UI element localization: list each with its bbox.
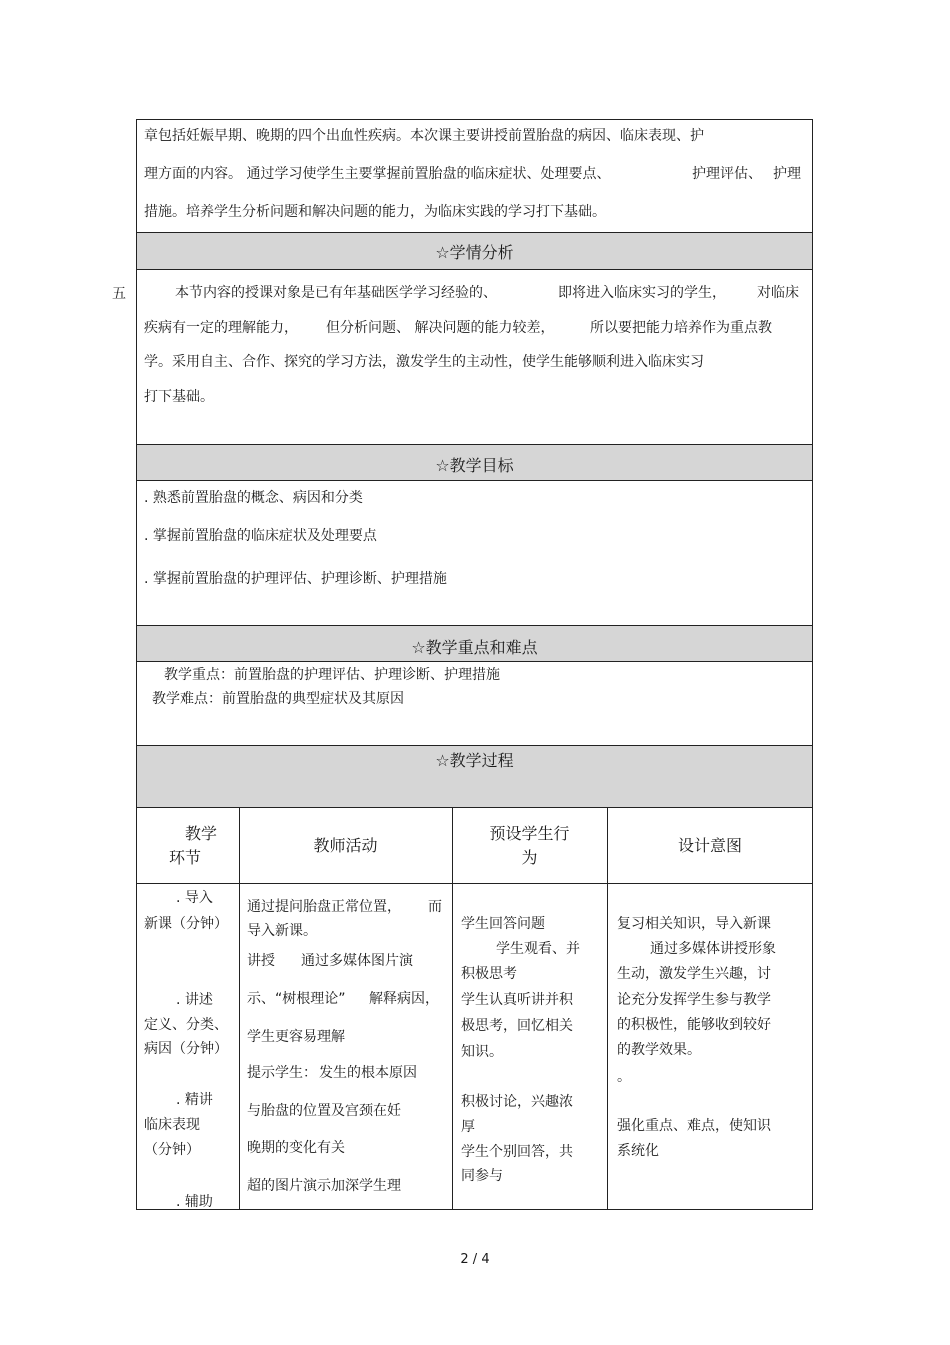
analysis-line-1a: 本节内容的授课对象是已有年基础医学学习经验的、 [175,285,497,301]
teaching-difficulty: 教学难点：前置胎盘的典型症状及其原因 [152,691,404,707]
section-title: ☆学情分析 [435,243,514,262]
stage-text: 病因（分钟） [144,1041,228,1057]
objective-item: . 掌握前置胎盘的护理评估、护理诊断、护理措施 [144,571,447,587]
divider [136,480,813,481]
intro-line-2a: 理方面的内容。 通过学习使学生主要掌握前置胎盘的临床症状、处理要点、 [144,166,611,182]
stage-text: （分钟） [144,1142,200,1158]
analysis-line-2a: 疾病有一定的理解能力， [144,320,298,336]
analysis-line-3: 学。采用自主、合作、探究的学习方法，激发学生的主动性，使学生能够顺利进入临床实习 [144,354,704,370]
analysis-line-1c: 对临床 [757,285,799,301]
student-behavior-text: 学生认真听讲并积 [461,992,573,1008]
section-title: ☆教学过程 [435,751,514,770]
intro-line-2c: 护理 [773,166,801,182]
header-teacher-activity: 教师活动 [313,836,378,855]
teacher-activity-text: 学生更容易理解 [247,1029,345,1045]
analysis-line-4: 打下基础。 [144,389,214,405]
student-behavior-text: 积极讨论，兴趣浓 [461,1094,573,1110]
analysis-line-2c: 所以要把能力培养作为重点教 [590,320,772,336]
design-intent-text: 强化重点、难点，使知识 [617,1118,771,1134]
stage-text: . 精讲 [176,1092,213,1108]
objective-item: . 熟悉前置胎盘的概念、病因和分类 [144,490,363,506]
divider [136,661,813,662]
divider [136,269,813,270]
teacher-activity-text: 通过多媒体图片演 [301,953,413,969]
student-behavior-text: 厚 [461,1119,475,1135]
teaching-focus: 教学重点：前置胎盘的护理评估、护理诊断、护理措施 [164,667,500,683]
teacher-activity-text: 晚期的变化有关 [247,1140,345,1156]
design-intent-text: 复习相关知识，导入新课 [617,916,771,932]
student-behavior-text: 极思考，回忆相关 [461,1018,573,1034]
header-stage-line-2: 环节 [168,848,201,867]
header-design-intent: 设计意图 [677,836,742,855]
section-header-student-analysis [137,233,812,269]
intro-line-3: 措施。培养学生分析问题和解决问题的能力，为临床实践的学习打下基础。 [144,204,606,220]
column-divider [607,807,608,1210]
teacher-activity-text: 提示学生： [247,1065,317,1081]
divider [136,883,813,884]
design-intent-text: 。 [617,1069,631,1085]
stage-text: . 讲述 [176,992,213,1008]
design-intent-text: 论充分发挥学生参与教学 [617,992,771,1008]
teacher-activity-text: 讲授 [247,953,275,969]
teacher-activity-text: 超的图片演示加深学生理 [247,1178,401,1194]
design-intent-text: 系统化 [617,1143,659,1159]
teacher-activity-text: 与胎盘的位置及宫颈在妊 [247,1103,401,1119]
student-behavior-text: 同参与 [461,1168,503,1184]
student-behavior-text: 知识。 [461,1044,503,1060]
design-intent-text: 的积极性，能够收到较好 [617,1017,771,1033]
design-intent-text: 通过多媒体讲授形象 [650,941,776,957]
analysis-line-1b: 即将进入临床实习的学生， [558,285,726,301]
page-number: 2 / 4 [460,1252,490,1267]
teacher-activity-text: 导入新课。 [247,923,317,939]
teacher-activity-text: 发生的根本原因 [319,1065,417,1081]
design-intent-text: 的教学效果。 [617,1042,701,1058]
intro-line-1: 章包括妊娠早期、晚期的四个出血性疾病。本次课主要讲授前置胎盘的病因、临床表现、护 [144,128,704,144]
teacher-activity-text: 示、“树根理论” [247,991,346,1007]
section-header-key-points [137,626,812,661]
intro-line-2b: 护理评估、 [692,166,762,182]
stage-text: 新课（分钟） [144,916,228,932]
stage-text: . 导入 [176,890,213,906]
section-title: ☆教学目标 [435,456,514,475]
header-stage-line-1: 教学 [184,824,217,843]
student-behavior-text: 学生回答问题 [461,916,545,932]
stage-text: 临床表现 [144,1117,200,1133]
teacher-activity-text: 而 [428,899,442,915]
divider [136,807,813,808]
student-behavior-text: 学生观看、并 [496,941,580,957]
design-intent-text: 生动，激发学生兴趣，讨 [617,966,771,982]
student-behavior-text: 学生个别回答，共 [461,1144,573,1160]
stage-text: 定义、分类、 [144,1017,228,1033]
header-student-behavior-line-2: 为 [521,848,538,867]
column-divider [239,807,240,1210]
section-header-objectives [137,445,812,480]
objective-item: . 掌握前置胎盘的临床症状及处理要点 [144,528,377,544]
header-student-behavior-line-1: 预设学生行 [489,824,570,843]
margin-mark: 五 [112,286,126,302]
analysis-line-2b: 但分析问题、 解决问题的能力较差， [326,320,555,336]
section-header-process [137,746,812,807]
section-title: ☆教学重点和难点 [411,638,538,657]
student-behavior-text: 积极思考 [461,966,517,982]
teacher-activity-text: 解释病因， [369,991,439,1007]
stage-text: . 辅助 [176,1194,213,1210]
teacher-activity-text: 通过提问胎盘正常位置， [247,899,401,915]
